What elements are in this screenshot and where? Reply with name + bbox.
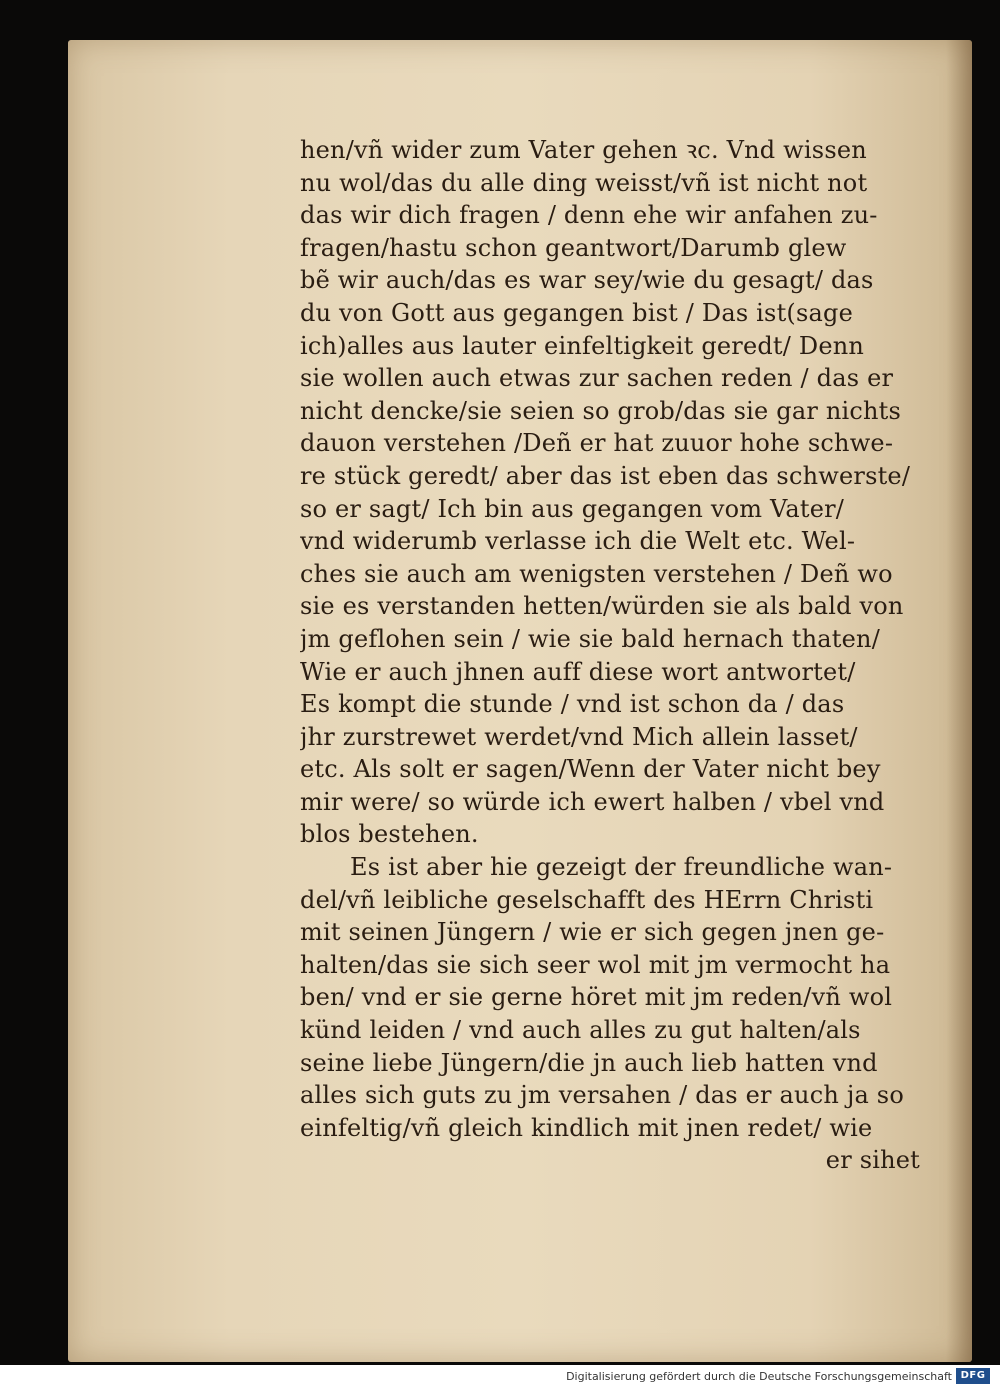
text-line: ches sie auch am wenigsten verstehen / Deñ wo	[300, 559, 893, 588]
text-line: jhr zurstrewet werdet/vnd Mich allein lasset/	[300, 722, 858, 751]
text-line: re stück geredt/ aber das ist eben das schwerste/	[300, 461, 911, 490]
text-line: dauon verstehen /Deñ er hat zuuor hohe schwe-	[300, 429, 894, 458]
footer-bar	[0, 1365, 1000, 1389]
text-line: Wie er auch jhnen auff diese wort antwortet/	[300, 657, 856, 686]
catchword: er sihet	[825, 1146, 920, 1175]
text-line: del/vñ leibliche geselschafft des HErrn Christi	[300, 885, 874, 914]
text-line: mir were/ so würde ich ewert halben / vbel vnd	[300, 787, 885, 816]
text-line: alles sich guts zu jm versahen / das er auch ja so	[300, 1081, 904, 1110]
text-line: nu wol/das du alle ding weisst/vñ ist nicht not	[300, 168, 868, 197]
text-line: etc. Als solt er sagen/Wenn der Vater nicht bey	[300, 755, 881, 784]
dfg-logo-icon: DFG	[956, 1368, 990, 1384]
text-line: halten/das sie sich seer wol mit jm vermocht ha	[300, 950, 891, 979]
page-text-block	[300, 134, 920, 1177]
page-edge-shadow	[946, 40, 972, 1362]
text-line: künd leiden / vnd auch alles zu gut halten/als	[300, 1016, 861, 1045]
text-line: einfeltig/vñ gleich kindlich mit jnen redet/ wie	[300, 1113, 873, 1142]
text-line: vnd widerumb verlasse ich die Welt etc. Wel-	[300, 527, 856, 556]
funding-credit: Digitalisierung gefördert durch die Deutsche Forschungsgemeinschaft	[566, 1370, 952, 1383]
text-line: das wir dich fragen / denn ehe wir anfahen zu-	[300, 201, 878, 230]
text-line: nicht dencke/sie seien so grob/das sie gar nichts	[300, 396, 902, 425]
text-line: bẽ wir auch/das es war sey/wie du gesagt/ das	[300, 266, 874, 295]
text-line: fragen/hastu schon geantwort/Darumb glew	[300, 233, 847, 262]
text-line: mit seinen Jüngern / wie er sich gegen jnen ge-	[300, 918, 885, 947]
text-line: blos bestehen.	[300, 820, 479, 849]
text-line: du von Gott aus gegangen bist / Das ist(sage	[300, 298, 853, 327]
text-line: hen/vñ wider zum Vater gehen ꝛc. Vnd wissen	[300, 136, 867, 164]
book-page	[68, 40, 972, 1362]
text-line: sie wollen auch etwas zur sachen reden / das er	[300, 364, 894, 393]
text-line: ich)alles aus lauter einfeltigkeit geredt/ Denn	[300, 331, 865, 360]
text-line: ben/ vnd er sie gerne höret mit jm reden/vñ wol	[300, 983, 893, 1012]
text-line: sie es verstanden hetten/würden sie als bald von	[300, 592, 904, 621]
paragraph-start-line: Es ist aber hie gezeigt der freundliche wan-	[350, 853, 893, 882]
text-line: so er sagt/ Ich bin aus gegangen vom Vater/	[300, 494, 845, 523]
text-line: seine liebe Jüngern/die jn auch lieb hatten vnd	[300, 1048, 878, 1077]
text-line: jm geflohen sein / wie sie bald hernach thaten/	[300, 624, 880, 653]
text-line: Es kompt die stunde / vnd ist schon da / das	[300, 690, 845, 719]
